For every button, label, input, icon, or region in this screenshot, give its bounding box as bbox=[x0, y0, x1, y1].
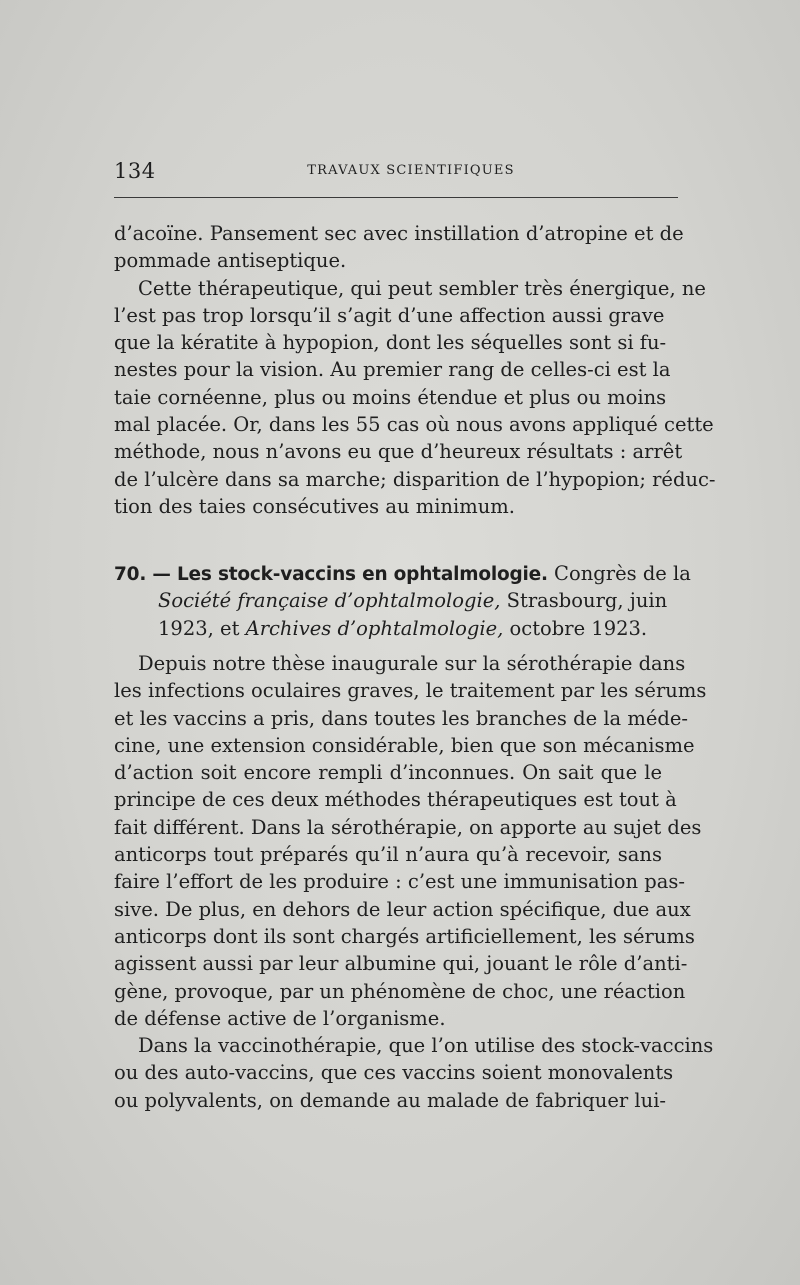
text-line: les infections oculaires graves, le traitement par les sérums bbox=[114, 679, 707, 703]
text-line: ou polyvalents, on demande au malade de fabriquer lui- bbox=[114, 1088, 667, 1112]
text-line: méthode, nous n’avons eu que d’heureux résultats : arrêt bbox=[114, 440, 683, 464]
running-title: TRAVAUX SCIENTIFIQUES bbox=[307, 163, 515, 178]
text-line: Depuis notre thèse inaugurale sur la sérothérapie dans bbox=[138, 652, 686, 675]
body-paragraphs bbox=[114, 650, 714, 1114]
entry-title: 70. — Les stock-vaccins en ophtalmologie. bbox=[114, 564, 548, 585]
text-line: cine, une extension considérable, bien que son mécanisme bbox=[114, 733, 695, 757]
text-line: mal placée. Or, dans les 55 cas où nous avons appliqué cette bbox=[114, 413, 714, 437]
text-line: de l’ulcère dans sa marche; disparition de l’hypopion; réduc- bbox=[114, 467, 716, 491]
text-line: d’acoïne. Pansement sec avec instillation d’atropine et de bbox=[114, 222, 684, 245]
journal-name: Société française d’ophtalmologie, bbox=[158, 589, 501, 613]
text-line: taie cornéenne, plus ou moins étendue et plus ou moins bbox=[114, 385, 667, 409]
text-line: l’est pas trop lorsqu’il s’agit d’une affection aussi grave bbox=[114, 303, 665, 327]
text-line: ou des auto-vaccins, que ces vaccins soient monovalents bbox=[114, 1061, 674, 1085]
text-line: agissent aussi par leur albumine qui, jouant le rôle d’anti- bbox=[114, 952, 688, 976]
text-line: principe de ces deux méthodes thérapeutiques est tout à bbox=[114, 788, 677, 812]
page-number: 134 bbox=[114, 159, 156, 183]
entry-location: Strasbourg, juin bbox=[506, 589, 668, 613]
text-line: Dans la vaccinothérapie, que l’on utilise des stock-vaccins bbox=[138, 1034, 714, 1058]
intro-paragraphs bbox=[114, 220, 716, 520]
text-line: sive. De plus, en dehors de leur action spécifique, due aux bbox=[114, 897, 691, 921]
text-line: pommade antiseptique. bbox=[114, 249, 347, 273]
entry-venue: Congrès de la bbox=[554, 562, 691, 585]
text-line: Cette thérapeutique, qui peut sembler très énergique, ne bbox=[138, 276, 706, 300]
text-line: fait différent. Dans la sérothérapie, on apporte au sujet des bbox=[114, 815, 702, 839]
entry-year: 1923, et bbox=[158, 616, 240, 640]
entry-line bbox=[114, 615, 662, 642]
entry-date: octobre 1923. bbox=[509, 616, 648, 640]
text-line: gène, provoque, par un phénomène de choc, une réaction bbox=[114, 979, 686, 1003]
bibliography-entry bbox=[114, 560, 691, 642]
page-header bbox=[114, 159, 678, 183]
text-line: faire l’effort de les produire : c’est une immunisation pas- bbox=[114, 870, 685, 894]
text-line: d’action soit encore rempli d’inconnues. On sait que le bbox=[114, 761, 662, 785]
text-line: anticorps tout préparés qu’il n’aura qu’à recevoir, sans bbox=[114, 843, 662, 867]
text-line: et les vaccins a pris, dans toutes les branches de la méde- bbox=[114, 706, 689, 730]
header-rule bbox=[114, 197, 678, 198]
text-line: anticorps dont ils sont chargés artificiellement, les sérums bbox=[114, 924, 695, 948]
entry-line bbox=[114, 560, 691, 587]
text-line: tion des taies consécutives au minimum. bbox=[114, 494, 515, 518]
journal-name: Archives d’ophtalmologie, bbox=[245, 616, 504, 640]
entry-line bbox=[114, 587, 668, 614]
text-line: que la kératite à hypopion, dont les séquelles sont si fu- bbox=[114, 331, 667, 355]
text-line: de défense active de l’organisme. bbox=[114, 1006, 446, 1030]
text-line: nestes pour la vision. Au premier rang de celles-ci est la bbox=[114, 358, 671, 382]
